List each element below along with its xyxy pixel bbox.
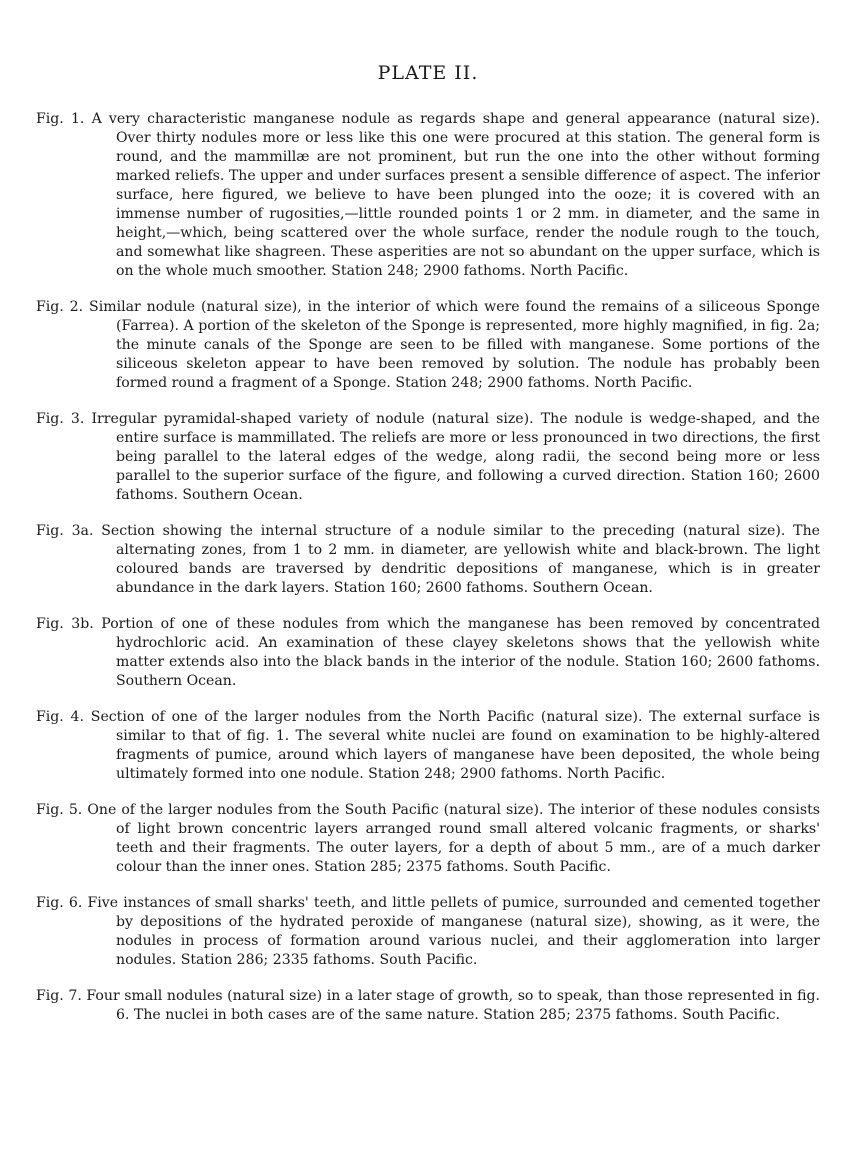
figure-description: Five instances of small sharks' teeth, and little pellets of pumice, surrounded and cemented together by depositions of the hydrated peroxide of manganese (natural size), showing, as it were, the nodules in process of formation around various nuclei, and their agglomeration into larger nodules. Station 286; 2335 fathoms. South Pacific. xyxy=(87,895,820,968)
figure-label: Fig. 1. xyxy=(36,111,85,127)
figure-description: Section of one of the larger nodules from the North Pacific (natural size). The external surface is similar to that of fig. 1. The several white nuclei are found on examination to be highly-altered fragments of pumice, around which layers of manganese have been deposited, the whole being ultimately formed into one nodule. Station 248; 2900 fathoms. North Pacific. xyxy=(90,709,821,782)
figure-description: Irregular pyramidal-shaped variety of nodule (natural size). The nodule is wedge-shaped, and the entire surface is mammillated. The reliefs are more or less pronounced in two directions, the first being parallel to the lateral edges of the wedge, along radii, the second being more or less parallel to the superior surface of the figure, and following a curved direction. Station 160; 2600 fathoms. Southern Ocean. xyxy=(91,411,821,503)
figure-label: Fig. 2. xyxy=(36,299,84,315)
figure-label: Fig. 3b. xyxy=(36,616,94,632)
figure-label: Fig. 7. xyxy=(36,988,82,1004)
figure-label: Fig. 3a. xyxy=(36,523,94,539)
figure-description: Portion of one of these nodules from which the manganese has been removed by concentrated hydrochloric acid. An examination of these clayey skeletons shows that the yellowish white matter extends also into the black bands in the interior of the nodule. Station 160; 2600 fathoms. Southern Ocean. xyxy=(101,616,820,689)
figure-list xyxy=(36,110,820,1025)
figure-description: Similar nodule (natural size), in the interior of which were found the remains of a siliceous Sponge (Farrea). A portion of the skeleton of the Sponge is represented, more highly magnified, in fig. 2a; the minute canals of the Sponge are seen to be filled with manganese. Some portions of the siliceous skeleton appear to have been removed by solution. The nodule has probably been formed round a fragment of a Sponge. Station 248; 2900 fathoms. North Pacific. xyxy=(89,299,821,391)
figure-entry xyxy=(36,410,820,505)
figure-entry xyxy=(36,298,820,393)
figure-entry xyxy=(36,801,820,877)
figure-label: Fig. 6. xyxy=(36,895,83,911)
figure-label: Fig. 4. xyxy=(36,709,85,725)
figure-entry xyxy=(36,708,820,784)
plate-title: PLATE II. xyxy=(377,62,479,84)
figure-entry xyxy=(36,110,820,281)
figure-label: Fig. 3. xyxy=(36,411,85,427)
figure-entry xyxy=(36,615,820,691)
figure-entry xyxy=(36,987,820,1025)
figure-description: Section showing the internal structure of a nodule similar to the preceding (natural size). The alternating zones, from 1 to 2 mm. in diameter, are yellowish white and black-brown. The light coloured bands are traversed by dendritic depositions of manganese, which is in greater abundance in the dark layers. Station 160; 2600 fathoms. Southern Ocean. xyxy=(101,523,820,596)
figure-description: A very characteristic manganese nodule as regards shape and general appearance (natural size). Over thirty nodules more or less like this one were procured at this station. The general form is round, and the mammillæ are not prominent, but run the one into the other without forming marked reliefs. The upper and under surfaces present a sensible difference of aspect. The inferior surface, here figured, we believe to have been plunged into the ooze; it is covered with an immense number of rugosities,—little rounded points 1 or 2 mm. in diameter, and the same in height,—which, being scattered over the whole surface, render the nodule rough to the touch, and somewhat like shagreen. These asperities are not so abundant on the upper surface, which is on the whole much smoother. Station 248; 2900 fathoms. North Pacific. xyxy=(91,111,821,279)
figure-label: Fig. 5. xyxy=(36,802,83,818)
figure-description: Four small nodules (natural size) in a later stage of growth, so to speak, than those represented in fig. 6. The nuclei in both cases are of the same nature. Station 285; 2375 fathoms. South Pacific. xyxy=(86,988,820,1023)
figure-entry xyxy=(36,522,820,598)
figure-description: One of the larger nodules from the South Pacific (natural size). The interior of these nodules consists of light brown concentric layers arranged round small altered volcanic fragments, or sharks' teeth and their fragments. The outer layers, for a depth of about 5 mm., are of a much darker colour than the inner ones. Station 285; 2375 fathoms. South Pacific. xyxy=(87,802,820,875)
figure-entry xyxy=(36,894,820,970)
